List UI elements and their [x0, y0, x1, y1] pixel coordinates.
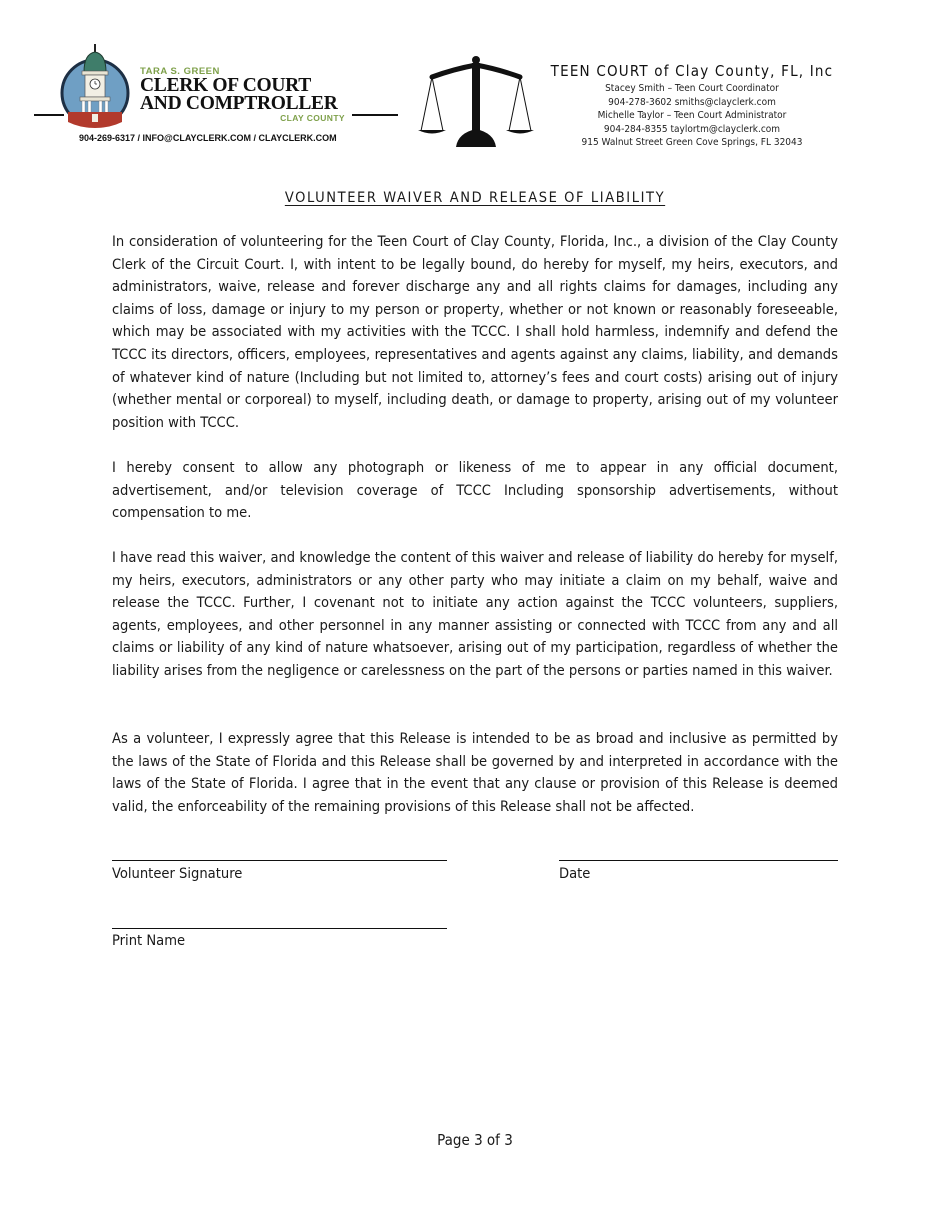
- logo-clerk-name: TARA S. GREEN: [140, 66, 220, 77]
- teen-court-info: [540, 62, 844, 150]
- document-heading-wrap: [0, 187, 950, 206]
- logo-contact-info: 904-269-6317 / INFO@CLAYCLERK.COM / CLAYCLERK.COM: [79, 133, 337, 143]
- administrator-contact: 904-284-8355 taylortm@clayclerk.com: [603, 123, 781, 135]
- print-name-label: Print Name: [112, 932, 186, 949]
- paragraph-acknowledgement: I have read this waiver, and knowledge the content of this waiver and release of liability do hereby for myself, my heirs, executors, administrators or any other party who may initiate a claim on my behalf, waive and release the TCCC. Further, I covenant not to initiate any action against the TCCC volunteers, suppliers, agents, employees, and other personnel in any manner assisting or connected with TCCC from any and all claims or liability of any kind of nature whatsoever, arising out of my participation, regardless of whether the liability arises from the negligence or carelessness on the part of the persons or parties named in this waiver.: [112, 549, 838, 679]
- coordinator-contact: 904-278-3602 smiths@clayclerk.com: [608, 96, 776, 108]
- logo-county: CLAY COUNTY: [280, 113, 345, 123]
- logo-title-line1: CLERK OF COURT: [140, 75, 311, 96]
- paragraph-photo-consent: I hereby consent to allow any photograph or likeness of me to appear in any official document, advertisement, and/or television coverage of TCCC Including sponsorship advertisements, without compensation to me.: [112, 459, 838, 522]
- print-name-line[interactable]: [112, 928, 447, 929]
- address-line: 915 Walnut Street Green Cove Springs, FL 32043: [581, 137, 803, 148]
- volunteer-signature-line[interactable]: [112, 860, 447, 861]
- coordinator-line: Stacey Smith – Teen Court Coordinator: [605, 83, 779, 94]
- volunteer-signature-label: Volunteer Signature: [112, 865, 243, 882]
- date-line[interactable]: [559, 860, 838, 861]
- logo-text-block: [140, 66, 345, 123]
- date-label: Date: [559, 865, 591, 882]
- logo-rule-right: [352, 114, 398, 116]
- paragraph-scope: As a volunteer, I expressly agree that this Release is intended to be as broad and inclusive as permitted by the laws of the State of Florida and this Release shall be governed by and interpreted in accordance with the laws of the State of Florida. I agree that in the event that any clause or provision of this Release is deemed valid, the enforceability of the remaining provisions of this Release shall not be affected.: [112, 730, 838, 815]
- administrator-line: Michelle Taylor – Teen Court Administrator: [597, 110, 787, 121]
- clerk-logo: [34, 42, 399, 150]
- courthouse-emblem-icon: [60, 42, 134, 134]
- paragraph-release: In consideration of volunteering for the Teen Court of Clay County, Florida, Inc., a division of the Clay County Clerk of the Circuit Court. I, with intent to be legally bound, do hereby for myself, my heirs, executors, and administrators, waive, release and forever discharge any and all rights claims for damages, including any claims of loss, damage or injury to my person or property, whether or not known or reasonably foreseeable, which may be associated with my activities with the TCCC. I shall hold harmless, indemnify and defend the TCCC its directors, officers, employees, representatives and agents against any claims, liability, and demands of whatever kind of nature (Including but not limited to, attorney’s fees and court costs) arising out of injury (whether mental or corporeal) to myself, including death, or damage to property, arising out of my volunteer position with TCCC.: [112, 233, 838, 431]
- teen-court-title: TEEN COURT of Clay County, FL, Inc: [550, 62, 834, 80]
- page-number: Page 3 of 3: [437, 1131, 513, 1149]
- scales-of-justice-icon: [418, 55, 534, 151]
- document-heading: VOLUNTEER WAIVER AND RELEASE OF LIABILITY: [284, 190, 666, 206]
- logo-title-line2: AND COMPTROLLER: [140, 93, 338, 114]
